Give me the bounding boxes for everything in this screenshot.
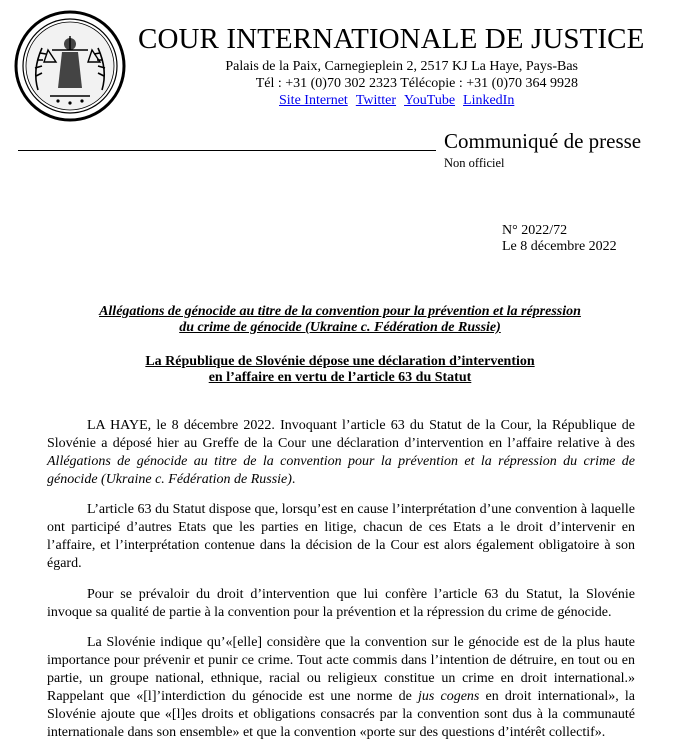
subject-heading-line-2: en l’affaire en vertu de l’article 63 du Statut [208, 370, 472, 385]
link-youtube[interactable]: YouTube [404, 93, 456, 108]
address-line-1: Palais de la Paix, Carnegieplein 2, 2517 KJ La Haye, Pays-Bas [225, 59, 578, 74]
paragraph-1-text: LA HAYE, le 8 décembre 2022. Invoquant l’article 63 du Statut de la Cour, la République de Slovénie a déposé hier au Greffe de la Cour une déclaration d’intervention en l’affaire relative à des [47, 418, 635, 451]
link-linkedin[interactable]: LinkedIn [463, 93, 515, 108]
case-heading [40, 304, 640, 336]
case-heading-line-1: Allégations de génocide au titre de la convention pour la prévention et la répression [99, 304, 581, 319]
case-heading-line-2: du crime de génocide (Ukraine c. Fédération de Russie) [179, 320, 501, 335]
link-website[interactable]: Site Internet [279, 93, 348, 108]
paragraph-1-case-name: Allégations de génocide au titre de la convention pour la prévention et la répression du crime de génocide (Ukraine c. Fédération de Russie) [47, 454, 635, 487]
paragraph-4-text-b: en droit international», la Slovénie ajoute que «[l]es droits et obligations consacrés par la convention sont dus à la communauté internationale dans son ensemble» et que la convention «porte sur des questions d’intérêt collectif». [47, 689, 635, 740]
paragraph-3: Pour se prévaloir du droit d’intervention que lui confère l’article 63 du Statut, la Slovénie invoque sa qualité de partie à la convention pour la prévention et la répression du crime de génocide. [47, 587, 635, 620]
header-divider [18, 150, 436, 151]
contact-line: Tél : +31 (0)70 302 2323 Télécopie : +31 (0)70 364 9928 [255, 76, 578, 91]
subject-heading-line-1: La République de Slovénie dépose une déclaration d’intervention [145, 354, 535, 369]
link-twitter[interactable]: Twitter [355, 93, 397, 108]
paragraph-1 [47, 417, 635, 489]
press-release-subtitle: Non officiel [444, 156, 505, 170]
release-number: N° 2022/72 [502, 223, 568, 238]
release-date: Le 8 décembre 2022 [502, 239, 617, 254]
header-links [279, 93, 522, 109]
press-release-title: Communiqué de presse [444, 129, 642, 153]
paragraph-4 [47, 634, 635, 742]
paragraph-4-text-a: La Slovénie indique qu’«[elle] considère que la convention sur le génocide est de la plus haute importance pour prévenir et punir ce crime. Tout acte commis dans l’intention de détruire, en tout ou en partie, un groupe national, ethnique, racial ou religieux constitue un crime en droit international.» Rappelant que «[l]’interdiction du génocide est une norme de [47, 635, 635, 704]
paragraph-2: L’article 63 du Statut dispose que, lorsqu’est en cause l’interprétation d’une convention à laquelle ont participé d’autres Etats que les parties en litige, chacun de ces Etats a le droit d’intervenir en l’affaire, et l’interprétation contenue dans la décision de la Cour est alors également obligatoire à son égard. [47, 502, 635, 571]
court-title: COUR INTERNATIONALE DE JUSTICE [138, 23, 645, 55]
paragraph-4-jus-cogens: jus cogens [418, 689, 480, 704]
paragraph-1-end: . [291, 472, 296, 487]
subject-heading [40, 354, 640, 386]
